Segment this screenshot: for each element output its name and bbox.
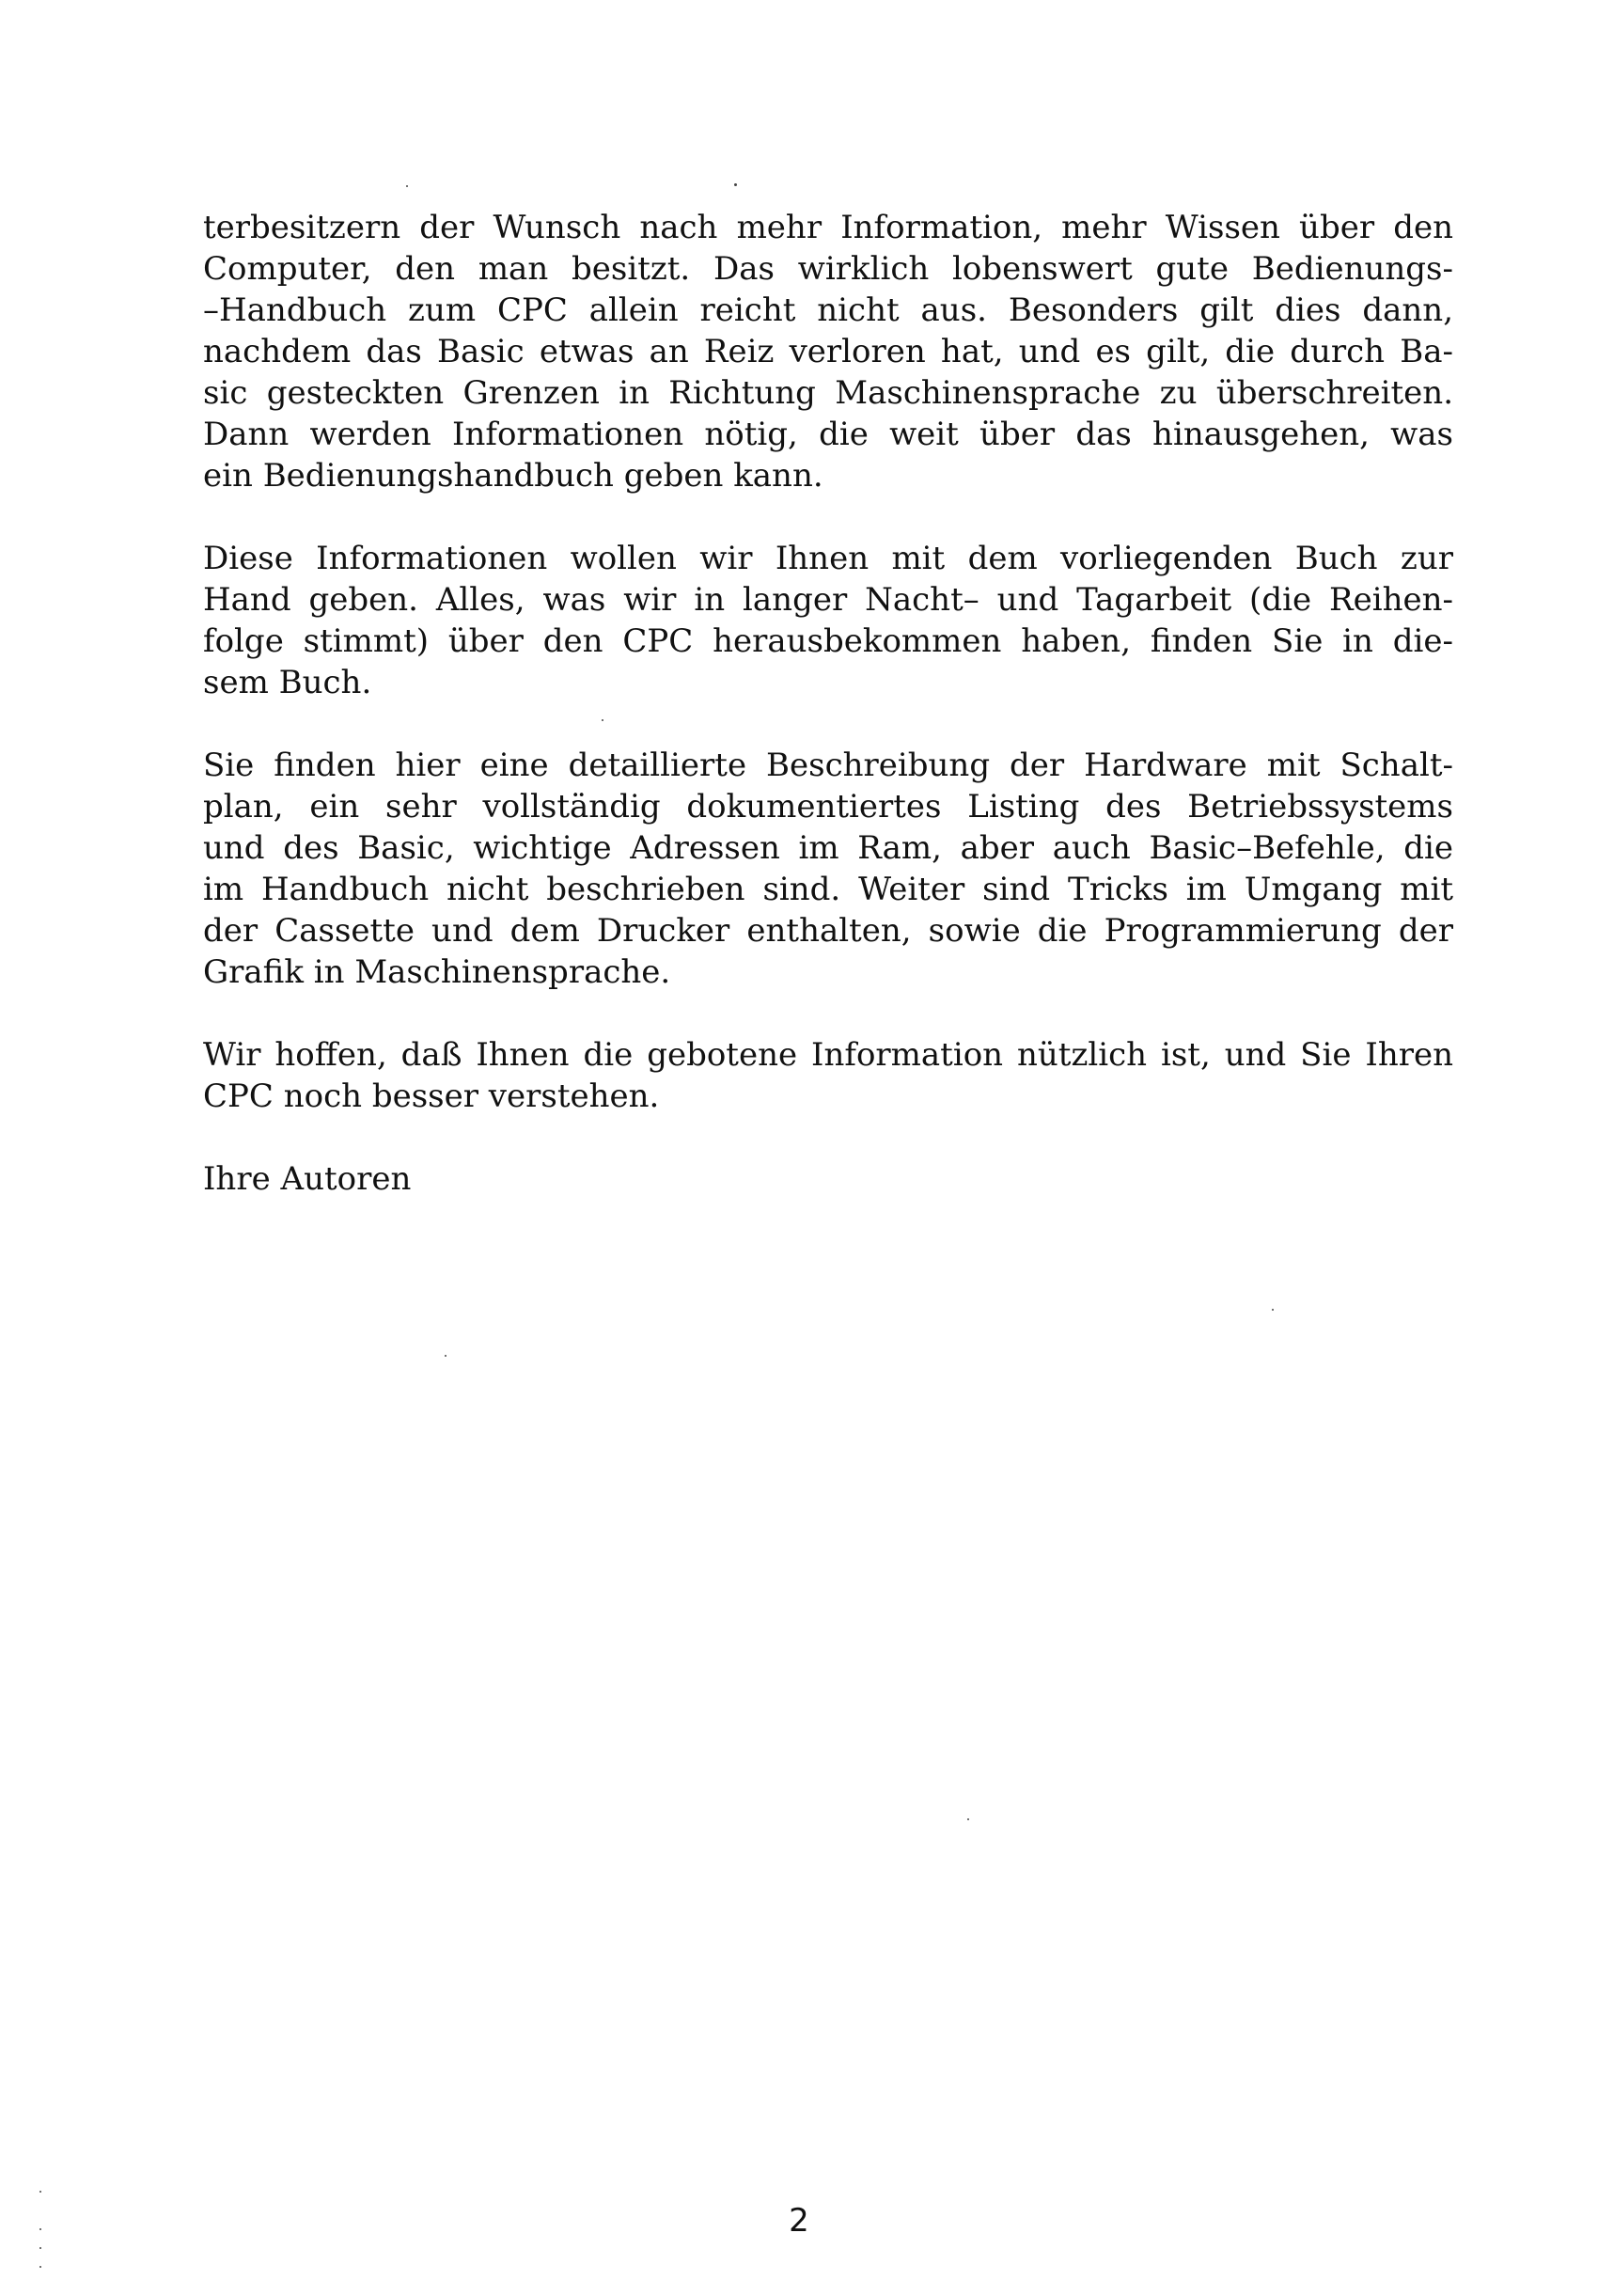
text-line: ein Bedienungshandbuch geben kann. xyxy=(203,457,823,495)
text-line: Diese Informationen wollen wir Ihnen mit dem vorliegenden Buch zur xyxy=(203,540,1453,577)
text-line: und des Basic, wichtige Adressen im Ram, aber auch Basic–Befehle, die xyxy=(203,829,1453,867)
scan-speck xyxy=(39,2191,41,2193)
text-line: terbesitzern der Wunsch nach mehr Information, mehr Wissen über den xyxy=(203,209,1453,246)
page-number: 2 xyxy=(789,2202,809,2240)
scan-speck xyxy=(734,183,737,186)
text-line: im Handbuch nicht beschrieben sind. Weiter sind Tricks im Umgang mit xyxy=(203,871,1453,908)
text-line: nachdem das Basic etwas an Reiz verloren hat, und es gilt, die durch Ba- xyxy=(203,333,1453,370)
text-line: Grafik in Maschinensprache. xyxy=(203,953,671,991)
paragraph-1 xyxy=(203,207,1453,496)
text-line: CPC noch besser verstehen. xyxy=(203,1077,660,1115)
scan-speck xyxy=(406,185,408,187)
scan-speck xyxy=(39,2228,41,2230)
paragraph-4 xyxy=(203,1034,1453,1117)
text-line: Computer, den man besitzt. Das wirklich lobenswert gute Bedienungs- xyxy=(203,250,1453,288)
scan-speck xyxy=(445,1355,446,1357)
signature xyxy=(203,1158,1453,1200)
scan-speck xyxy=(39,2266,41,2268)
text-line: Sie finden hier eine detaillierte Beschreibung der Hardware mit Schalt- xyxy=(203,747,1453,784)
text-line: folge stimmt) über den CPC herausbekommen haben, finden Sie in die- xyxy=(203,622,1453,660)
scan-speck xyxy=(967,1818,969,1820)
scan-speck xyxy=(602,719,603,721)
text-line: Dann werden Informationen nötig, die weit über das hinausgehen, was xyxy=(203,416,1453,453)
text-line: der Cassette und dem Drucker enthalten, sowie die Programmierung der xyxy=(203,912,1453,950)
scan-speck xyxy=(1272,1309,1274,1311)
text-line: –Handbuch zum CPC allein reicht nicht aus. Besonders gilt dies dann, xyxy=(203,291,1453,329)
text-line: sem Buch. xyxy=(203,664,372,701)
paragraph-2 xyxy=(203,538,1453,703)
text-line: Wir hoffen, daß Ihnen die gebotene Information nützlich ist, und Sie Ihren xyxy=(203,1036,1453,1074)
body-text xyxy=(203,207,1453,1200)
paragraph-3 xyxy=(203,745,1453,993)
scan-speck xyxy=(39,2247,41,2249)
text-line: plan, ein sehr vollständig dokumentiertes Listing des Betriebssystems xyxy=(203,788,1453,826)
signature-text: Ihre Autoren xyxy=(203,1160,412,1198)
text-line: sic gesteckten Grenzen in Richtung Maschinensprache zu überschreiten. xyxy=(203,374,1453,412)
text-line: Hand geben. Alles, was wir in langer Nacht– und Tagarbeit (die Reihen- xyxy=(203,581,1453,619)
